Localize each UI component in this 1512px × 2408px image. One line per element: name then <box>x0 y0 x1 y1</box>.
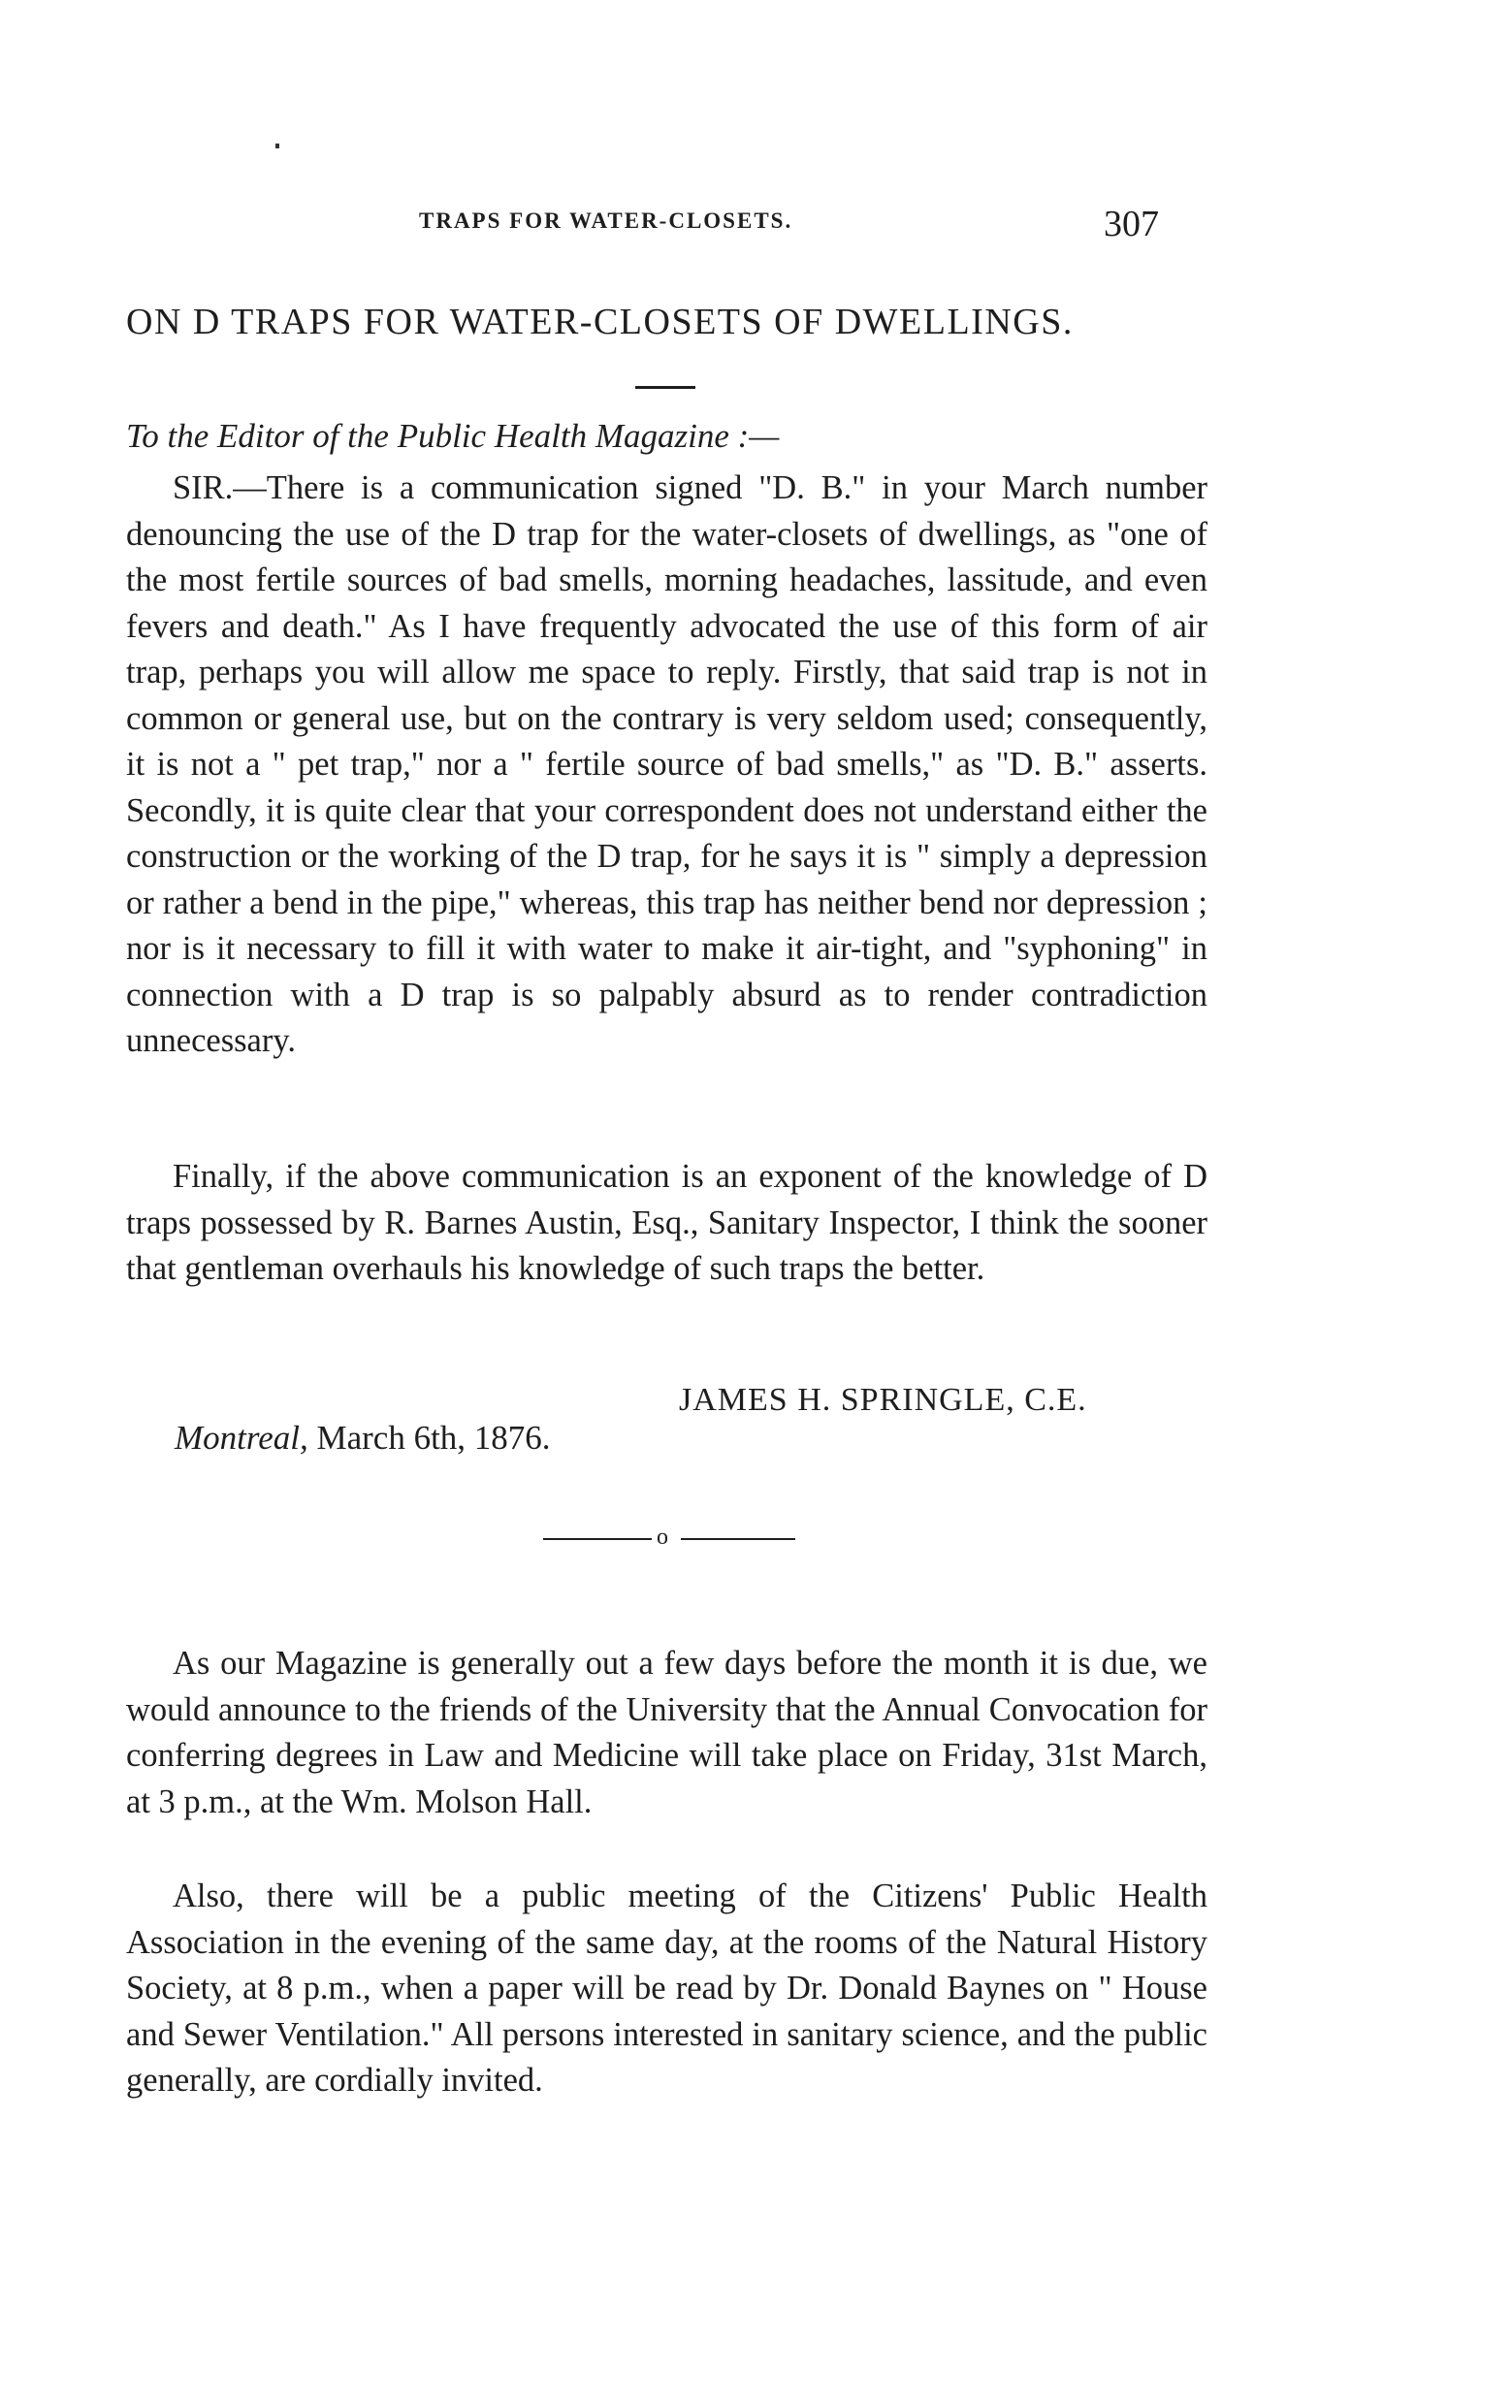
letter-paragraph-2: Finally, if the above communication is an exponent of the knowledge of D traps possessed by R. Barnes Austin, Esq., Sanitary Inspector, I think the sooner that gentleman overhauls his knowledge of such traps the better. <box>126 1158 1207 1287</box>
separator-line-right <box>681 1538 795 1540</box>
separator-mark: o <box>657 1525 668 1550</box>
dateline-date: March 6th, 1876. <box>307 1419 551 1457</box>
separator-line-left <box>543 1538 652 1540</box>
dateline <box>175 1419 551 1458</box>
salutation: To the Editor of the Public Health Magazine :— <box>126 417 780 455</box>
page-header <box>0 204 1512 247</box>
notice-paragraph-1: As our Magazine is generally out a few days before the month it is due, we would announce to the friends of the University that the Annual Convocation for conferring degrees in Law and Medicine will take place on Friday, 31st March, at 3 p.m., at the Wm. Molson Hall. <box>126 1645 1207 1820</box>
print-speck <box>275 144 279 148</box>
letter-paragraph-1: SIR.—There is a communication signed "D. B." in your March number denouncing the use of the D trap for the water-closets of dwellings, as "one of the most fertile sources of bad smells, morning headaches, lassitude, and even fevers and death." As I have frequently advocated the use of this form of air trap, perhaps you will allow me space to reply. Firstly, that said trap is not in common or general use, but on the contrary is very seldom used; consequently, it is not a " pet trap," nor a " fertile source of bad smells," as "D. B." asserts. Secondly, it is quite clear that your correspondent does not understand either the construction or the working of the D trap, for he says it is " simply a depression or rather a bend in the pipe," whereas, this trap has neither bend nor depression ; nor is it necessary to fill it with water to make it air-tight, and "syphoning" in connection with a D trap is so palpably absurd as to render contradiction unnecessary. <box>126 469 1207 1059</box>
title-rule <box>635 386 695 389</box>
article-title: ON D TRAPS FOR WATER-CLOSETS OF DWELLINGS. <box>126 302 1074 342</box>
running-title: TRAPS FOR WATER-CLOSETS. <box>419 209 793 233</box>
dateline-place: Montreal, <box>175 1419 308 1457</box>
signature: JAMES H. SPRINGLE, C.E. <box>679 1382 1087 1418</box>
notice-paragraph-2: Also, there will be a public meeting of the Citizens' Public Health Association in the evening of the same day, at the rooms of the Natural History Society, at 8 p.m., when a paper will be read by Dr. Donald Baynes on " House and Sewer Ventilation." All persons interested in sanitary science, and the public generally, are cordially invited. <box>126 1878 1207 2099</box>
section-separator <box>543 1525 795 1563</box>
page-number: 307 <box>1104 204 1159 244</box>
